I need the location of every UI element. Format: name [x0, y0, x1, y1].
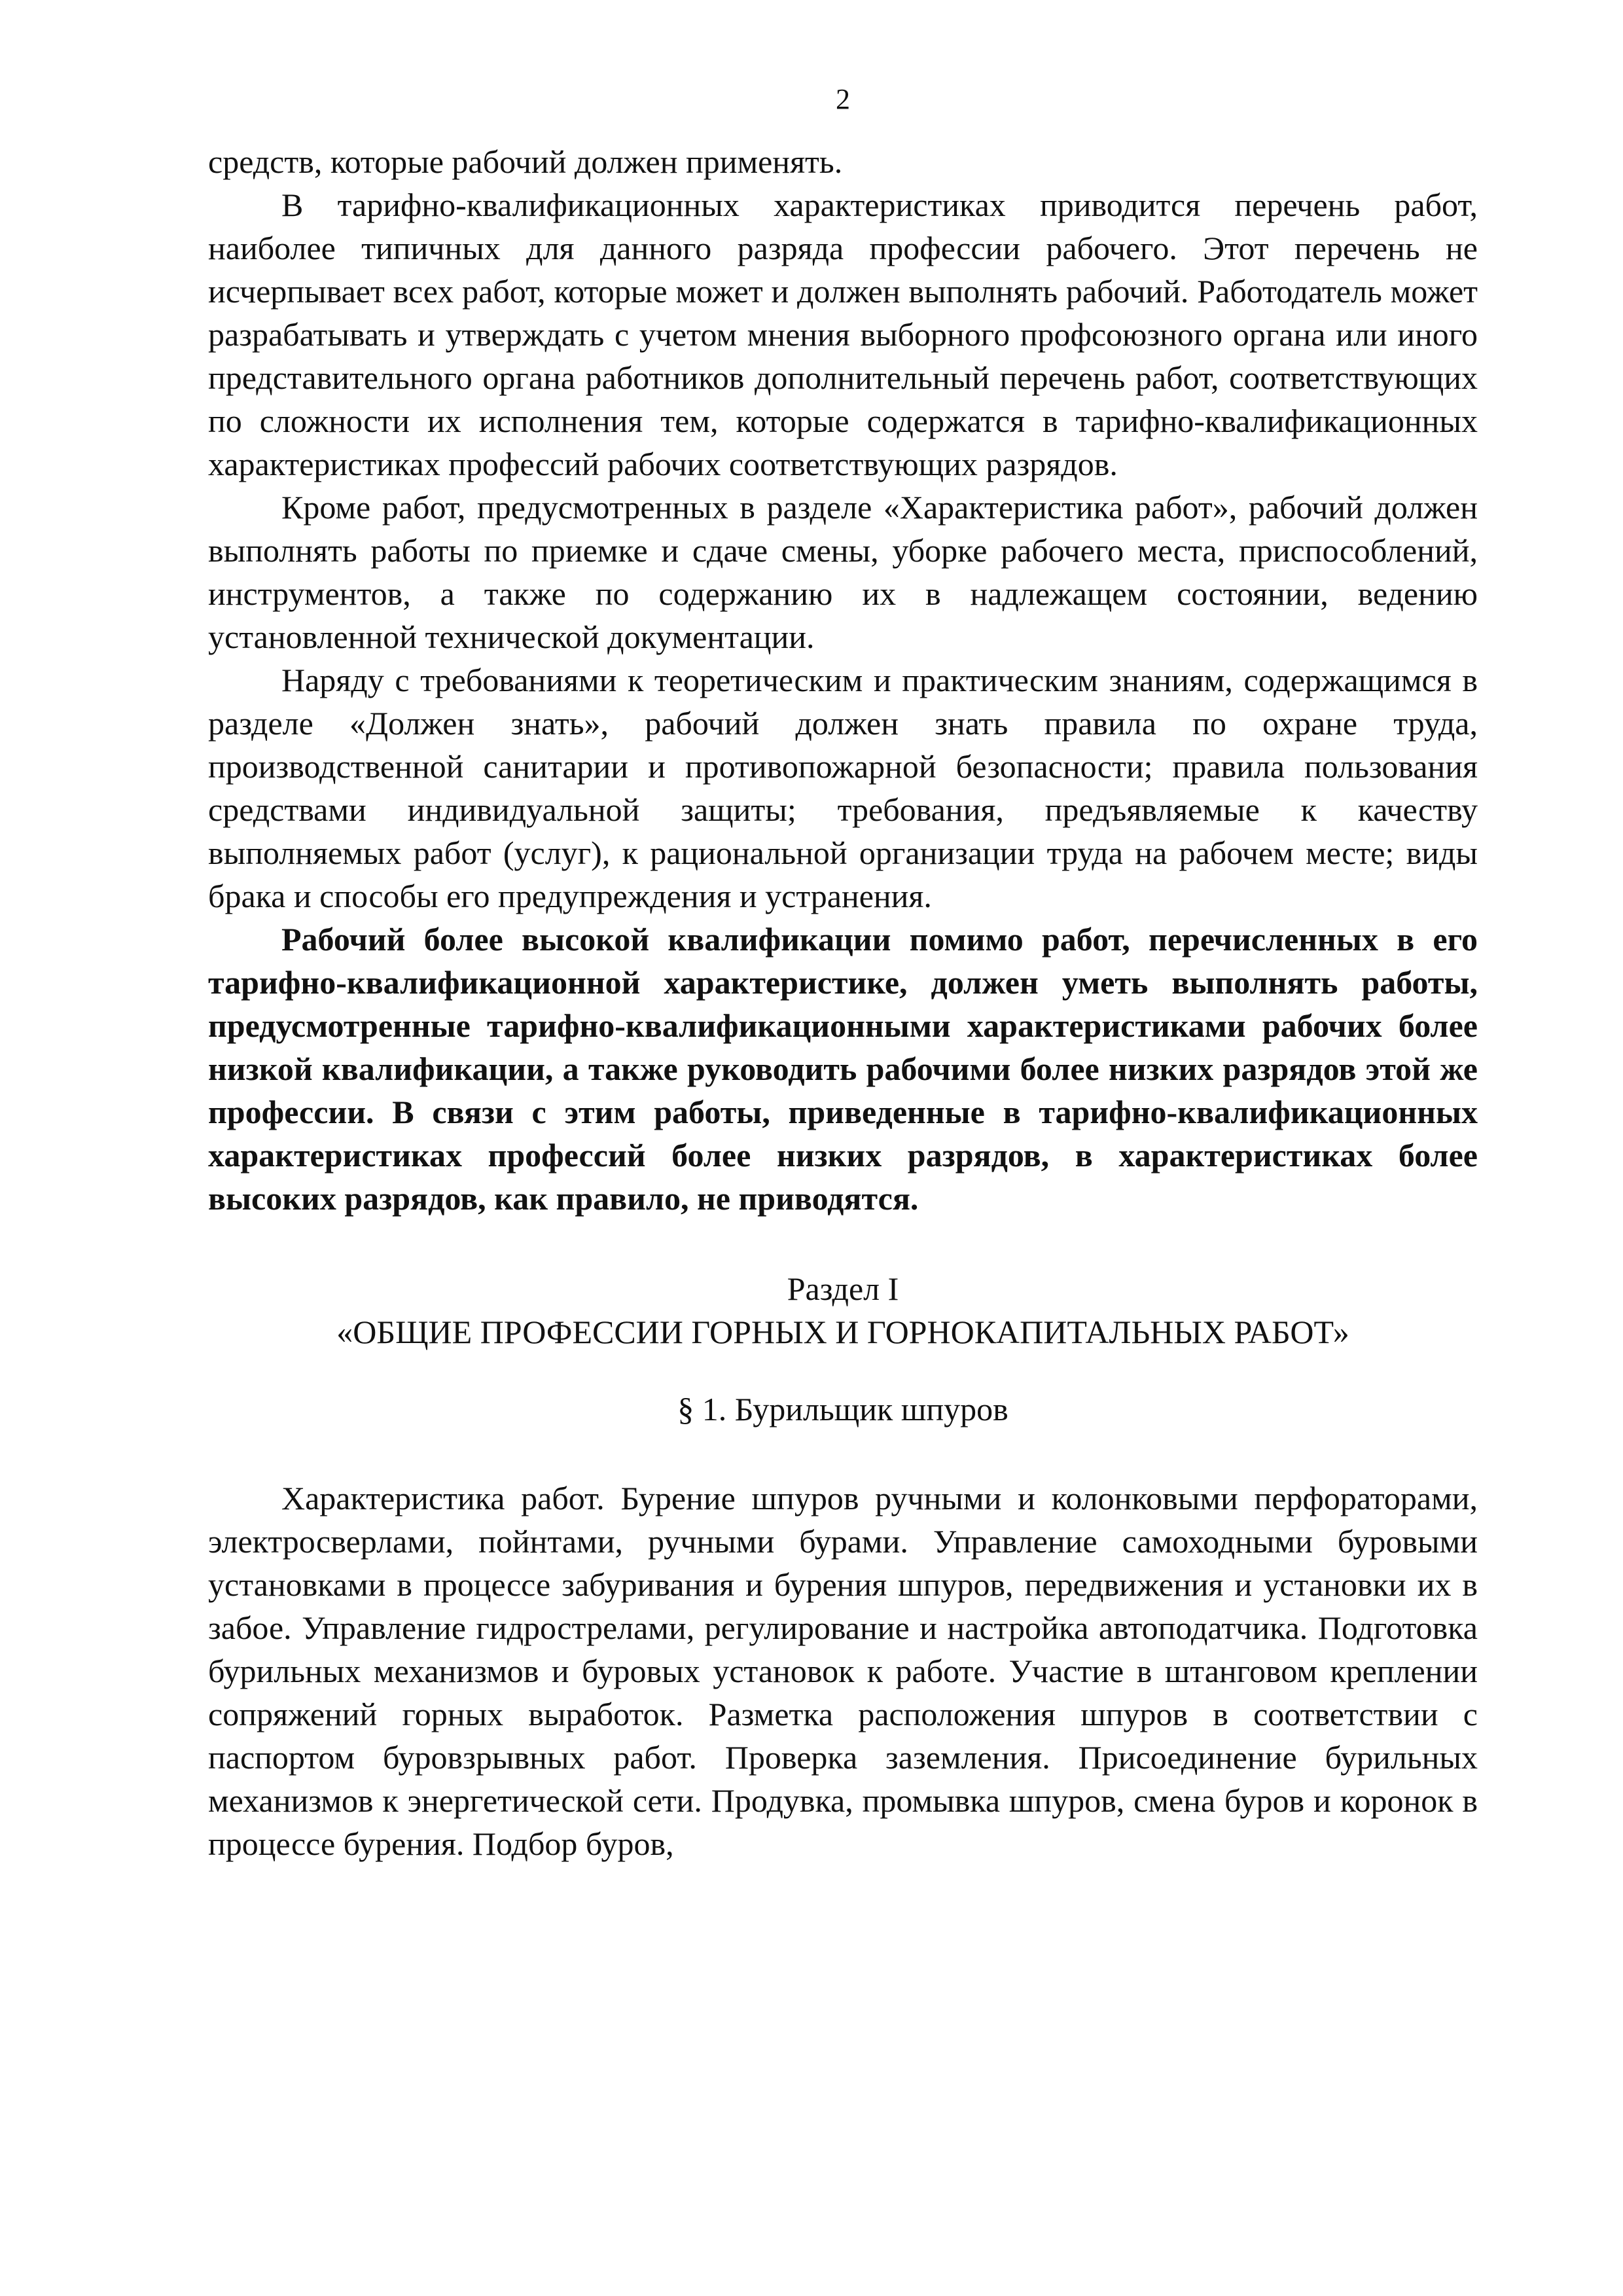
paragraph-body: Характеристика работ. Бурение шпуров ручными и колонковыми перфораторами, электросверлами, пойнтами, ручными бурами. Управление самоходными буровыми установками в процессе забуривания и бурения шпуров, передвижения и установки их в забое. Управление гидрострелами, регулирование и настройка автоподатчика. Подготовка бурильных механизмов и буровых установок к работе. Участие в штанговом креплении сопряжений горных выработок. Разметка расположения шпуров в соответствии с паспортом буровзрывных работ. Проверка заземления. Присоединение бурильных механизмов к энергетической сети. Продувка, промывка шпуров, смена буров и коронок в процессе бурения. Подбор буров,: [208, 1480, 1478, 1862]
document-page: [208, 85, 1478, 1865]
paragraph-intro-1: В тарифно-квалификационных характеристиках приводится перечень работ, наиболее типичных для данного разряда профессии рабочего. Этот перечень не исчерпывает всех работ, которые может и должен выполнять рабочий. Работодатель может разрабатывать и утверждать с учетом мнения выборного профсоюзного органа или иного представительного органа работников дополнительный перечень работ, соответствующих по сложности их исполнения тем, которые содержатся в тарифно-квалификационных характеристиках профессий рабочих соответствующих разрядов.: [208, 187, 1478, 482]
page-number: 2: [836, 83, 850, 115]
paragraph-heading: § 1. Бурильщик шпуров: [677, 1391, 1008, 1427]
paragraph-intro-4: Рабочий более высокой квалификации помимо работ, перечисленных в его тарифно-квалификационной характеристике, должен уметь выполнять работы, предусмотренные тарифно-квалификационными характеристиками рабочих более низкой квалификации, а также руководить рабочими более низких разрядов этой же профессии. В связи с этим работы, приведенные в тарифно-квалификационных характеристиках профессий более низких разрядов, в характеристиках более высоких разрядов, как правило, не приводятся.: [208, 921, 1478, 1217]
section-title: «ОБЩИЕ ПРОФЕССИИ ГОРНЫХ И ГОРНОКАПИТАЛЬНЫХ РАБОТ»: [336, 1314, 1349, 1350]
section-label: Раздел I: [787, 1270, 899, 1307]
paragraph-intro-3: Наряду с требованиями к теоретическим и практическим знаниям, содержащимся в разделе «Должен знать», рабочий должен знать правила по охране труда, производственной санитарии и противопожарной безопасности; правила пользования средствами индивидуальной защиты; требования, предъявляемые к качеству выполняемых работ (услуг), к рациональной организации труда на рабочем месте; виды брака и способы его предупреждения и устранения.: [208, 662, 1478, 914]
paragraph-intro-2: Кроме работ, предусмотренных в разделе «Характеристика работ», рабочий должен выполнять работы по приемке и сдаче смены, уборке рабочего места, приспособлений, инструментов, а также по содержанию их в надлежащем состоянии, ведению установленной технической документации.: [208, 489, 1478, 655]
continuation-text: средств, которые рабочий должен применять.: [208, 143, 843, 180]
